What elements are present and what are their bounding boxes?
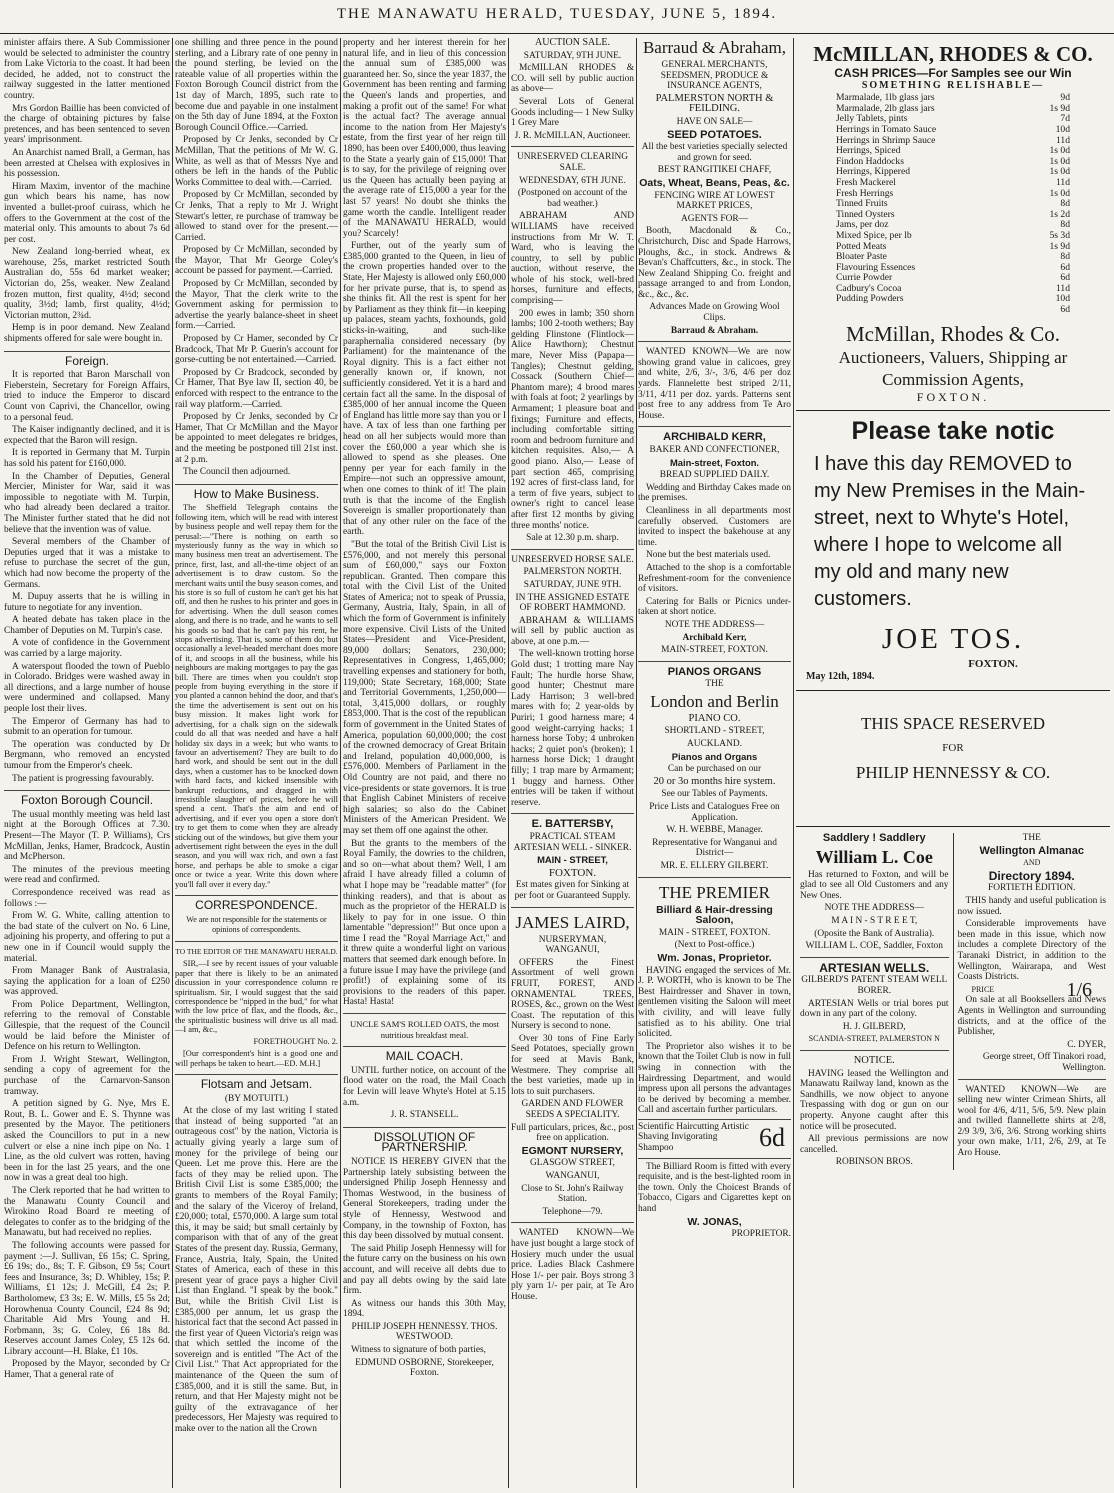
paragraph: Over 30 tons of Fine Early Seed Potatoes, specially grown for seed at Mavis Bank, Westmere. They comprise all the best varieties, made up in lots to suit purchasers. [511,1033,634,1097]
ad-rolled-oats: UNCLE SAM'S ROLLED OATS, the most nutritious breakfast meal. [349,1019,500,1040]
column-3 [343,38,506,1488]
ad-almanac-and: AND [1023,858,1041,868]
price-list [796,93,1110,315]
paragraph: The following accounts were passed for payment :—J. Sullivan, £6 15s; C. Spring, £6 19s; do., 8s; T. F. Gibson, £9 5s; Court fees and Insurance, 3s; D. Whibley, 15s; P. Williams, £1 12s; J. McGill, £4 2s; P. Bartholomew, £3 3s; E. W. Mills, £5 5s 2d; Horowhenua County Council, £24 8s 9d; Charitable Aid Mrs Young and H. Forbmann, 3s; G. Coley, £6 18s 8d. Reserves account James Coley, £5 12s 6d. Library account—H. Blake, £1 10s. [4,1240,170,1357]
price-item: Flavouring Essences [836,261,916,273]
paragraph: 200 ewes in lamb; 350 shorn lambs; 100 2-tooth wethers; Bay gelding Flinstone (Flintlock—Alice Hawthorn); Chestnut mare, Never Miss (Papapa—Tangles); Chestnut gelding, Cossack (Southern Chief—Phantom mare); 4 brood mares with foals at foot; 2 yearlings by Armament; 1 pleasure boat and fixings; Furniture and effects, including comfortable sitting room and bedroom furniture and kitchen requisites. Also,— A good piano. Also,— Lease of part section 465, comprising 192 acres of first-class land, for a term of five years, subject to owner's right to cancel lease after first 12 months by giving three months' notice. [511,308,634,531]
paragraph: None but the best materials used. [646,550,771,561]
paragraph: A vote of confidence in the Government was carried by a large majority. [4,638,170,660]
divider [800,1050,949,1051]
paragraph: But the grants to the members of the Royal Family, the dowries to the children, and so on—what about them? Well, I am afraid I have already filled a column of what I hope may be "readable matter" (for thinking readers), and that is about as much as the proprietor of the HERALD is likely to pay for in one issue. O thin lamentable "depression!" But once upon a time I read the "Royal Marriage Act," and it threw quite a wonderful light on various matters that seemed dark enough before. In a future issue I may have the privilege (and profit!) of explaining some of its provisions to the readers of this paper. Hasta! Hasta! [343,838,506,1008]
paragraph: From J. Wright Stewart, Wellington, sending a copy of agreement for the purchase of the Carnarvon-Sanson tramway. [4,1054,170,1097]
ad-firm-name: McMILLAN, RHODES & CO. [813,42,1093,66]
price-value: 1s 0d [1049,145,1070,157]
paragraph: The usual monthly meeting was held last night at the Borough Offices at 7.30. Present—The Mayor (T. P. Williams), Crs McMillan, Jenks, Hamer, Bradcock, Austin and McPherson. [4,809,170,863]
signature: PHILIP JOSEPH HENNESSY. THOS. WESTWOOD. [351,1321,498,1343]
divider [343,1013,506,1014]
price-item: Tinned Fruits [836,198,888,210]
ad-for: FOR [942,742,964,755]
ad-price-label: PRICE [971,984,995,994]
ad-town: FOXTON. [968,658,1018,671]
paragraph: A waterspout flooded the town of Pueblo in Colorado. Bridges were washed away in all directions, and a large number of house were undermined and collapsed. Many people lost their lives. [4,661,170,715]
ad-firm-name-2: McMillan, Rhodes & Co. [845,321,1061,346]
paragraph: McMILLAN RHODES & CO. will sell by public auction as above— [511,63,634,95]
paragraph: Proposed by Cr Bradcock, seconded by Cr Hamer, That Bye law II, section 40, be enforced with respect to the entrance to the rail way platform.—Carried. [175,367,338,410]
column-rule [636,38,637,1488]
section-heading: Flotsam and Jetsam. [175,1074,338,1090]
price-item: Herrings, Kippered [836,166,911,178]
price-value: 8d [1060,251,1070,263]
ad-directory: Directory 1894. [988,868,1075,883]
paragraph: Price Lists and Catalogues Free on Application. [649,802,780,823]
price-item: Marmalade, 2lb glass jars [836,102,935,114]
ad-street: GLASGOW STREET, [529,1158,616,1169]
ad-laird-name: JAMES LAIRD, [515,912,630,932]
byline: (BY MOTUITI.) [224,1093,289,1104]
paragraph: NOTICE IS HEREBY GIVEN that the Partnership lately subsisting between the undersigned Philip Joseph Hennessy and Thomas Westwood, in the business of General Storekeepers, trading under the style of Hennessy, Westwood and Company, in the township of Foxton, has this day been dissolved by mutual consent. [343,1156,506,1242]
ad-billiard: Billiard & Hair-dressing Saloon, [656,903,773,927]
ad-opposite: (Oposite the Bank of Australia). [814,928,935,939]
column-rule [793,38,794,1488]
ad-trade: BAKER AND CONFECTIONER, [649,445,780,455]
ad-saddlery: Saddlery ! Saddlery [822,832,926,845]
price-item: Fresh Mackerel [836,176,896,188]
divider [511,907,634,908]
price-value: 1s 0d [1049,187,1070,199]
ad-advances: Advances Made on Growing Wool Clips. [649,302,780,324]
paragraph: The Emperor of Germany has had to submit to an operation for tumour. [4,716,170,738]
price-item: Bloater Paste [836,251,887,263]
ad-date: May 12th, 1894. [806,670,875,682]
ad-lower-left [796,833,954,1170]
paragraph: Correspondence received was read as follows :— [4,887,170,909]
paragraph: Est mates given for Sinking at per foot or Guaranteed Supply. [514,880,631,901]
ad-address: George street, Off Tinakori road, Wellington. [982,1052,1106,1073]
paragraph: Mrs Gordon Baillie has been convicted of the charge of obtaining pictures by false pretences, and has been sentenced to seven years' imprisonment. [4,103,170,146]
paragraph: WANTED KNOWN—We are now showing grand value in calicoes, grey and white, 2/6, 3/-, 3/6, 4/6 per doz yards. Flannelette best striped 2/11, 3/11, 4/11 per doz. yards. Patterns sent post free to any address from Te Aro House. [638,347,791,421]
ad-sub: NURSERYMAN, WANGANUI, [538,934,607,956]
paragraph: All the best varieties specially selected and grown for seed. [641,142,788,163]
ad-note: NOTE THE ADDRESS— [664,619,765,630]
price-row [796,305,1110,316]
ad-hire: 20 or 3o months hire system. [653,775,776,787]
price-value: 1s 9d [1049,240,1070,252]
column-rule [172,38,173,1488]
price-value: 6d [1060,261,1070,273]
paragraph: THIS handy and useful publication is now issued. [957,896,1106,917]
section-heading: How to Make Business. [175,484,338,500]
ad-london-berlin: London and Berlin [650,691,779,711]
ad-services-box [638,1119,791,1159]
ad-coe-name: William L. Coe [815,846,933,867]
paragraph: It is reported in Germany that M. Turpin has sold his patent for £160,000. [4,448,170,469]
ad-bread: BREAD SUPPLIED DAILY. [659,470,770,481]
divider [511,146,634,147]
column-1 [4,38,170,1488]
ad-reserved-space [796,691,1110,827]
divider [511,549,634,550]
paragraph: The Billiard Room is fitted with every requisite, and is the best-lighted room in the town. Only the Choicest Brands of Tobacco, Cigars and Cigarettes kept on hand [638,1161,791,1215]
ad-note: (Postponed on account of the bad weather.) [517,188,628,209]
paragraph: Has returned to Foxton, and will be glad to see all Old Customers and any New Ones. [800,869,949,901]
letter-signature: FORETHOUGHT No. 2. [253,1036,338,1046]
ad-firm-name: Barraud & Abraham, [642,38,787,57]
paragraph: The patient is progressing favourably. [12,773,154,784]
ad-address: SCANDIA-STREET, PALMERSTON N [808,1034,940,1044]
price-row [796,231,1110,242]
ad-signature: ROBINSON BROS. [835,1157,913,1168]
ad-edition: FORTIETH EDITION. [988,883,1076,894]
ad-date: SATURDAY, JUNE 9TH. [523,579,622,590]
ad-piano-co: PIANO CO. [688,712,741,724]
paragraph: The Council then adjourned. [183,467,291,478]
ad-town: FOXTON. [548,866,597,879]
section-heading: Foreign. [4,351,170,367]
paragraph: It is reported that Baron Marschall von Fieberstein, Secretary for Foreign Affairs, tried to induce the Emperor to discard Count von Caprivi, the Chancellor, owing to a personal feud. [4,370,170,423]
ad-town: AUCKLAND. [687,739,742,750]
ad-auctioneers: Auctioneers, Valuers, Shipping ar [838,347,1068,367]
price-item [836,305,1060,316]
ad-heading: UNRESERVED HORSE SALE. [511,554,634,565]
paragraph: An Anarchist named Brall, a German, has been arrested at Chelsea with explosives in his possession. [4,147,170,180]
price-value: 11d [1055,134,1070,146]
paragraph: "But the total of the British Civil List is £576,000, and not merely this personal sum of £60,000," says our Foxton republican. Granted. Then compare this total with the Civil List of the United States of America; not to speak of Prussia, Germany, Austria, Italy, Spain, in all of which the form of Government is infinitely more expensive. Civil Lists of the United States—President and Vice-President, 89,000 dollars; Senators, 230,000; Representatives in Congress, 1,465,000; travelling expenses and stationery for both, 119,000; State Secretary, 168,000; State and Territorial Governments, 1,250,000—total, 3,415,000 dollars, or roughly £853,000. That is the cost of the republican form of government in the United States of America, population 60,000,000; the cost of the crowned democracy of Great Britain and Ireland, population 40,000,000, is £576,000. Members of Parliament in the Old Country are not paid, and there no vice-presidents or state governors. It is true that English Cabinet Ministers of receive high salaries; so also do the Cabinet Ministers of the American President. We may set them off one against the other. [343,539,506,836]
ad-street: MAIN - STREET, [537,854,608,866]
paragraph: Proposed by Cr Jenks, seconded by Cr Hamer, That Cr McMillan and the Mayor be appointed to meet delegates re bridges, and the meeting be postponed till 21st inst. at 2 p.m. [175,412,338,465]
paragraph: Proposed by Cr Hamer, seconded by Cr Bradcock, That Mr P. Guerin's account for gorse-cutting be not entertained.—Carried. [175,334,338,366]
price-value: 7d [1060,113,1070,125]
paragraph: ABRAHAM AND WILLIAMS have received instructions from Mr W. T. Ward, who is leaving the country, to sell by public auction, without reserve, the whole of his stock, well-bred horses, furniture and effects, comprising— [511,211,634,307]
divider [511,813,634,814]
ad-street: Main-street, Foxton. [669,456,760,468]
editor-note: [Our correspondent's hint is a good one and will perhaps be taken to heart.—ED. M.H.] [175,1049,338,1068]
price-value: 6d [1060,272,1070,284]
paragraph: The Sheffield Telegraph contains the following item, which will be read with interest by business people and well repay them for the perusal:—"There is nothing on earth so mysteriously funny as the way in which so many business men treat an advertisement. The prince, first, last, and all-the-time object of an advertisement is to draw custom. So the merchant waits until the busy season comes, and his store is so full of custom he can't get his hat off, and then he rushes to his printer and goes in for advertising. When the dull season comes along, and there is no trade, and he wants to sell his goods so bad that he can't pay his rent, he stops advertising. That is, some of them do; but occasionally a level-headed merchant does more of it, and scoops in all the business, while his neighbours are making mortgages to pay the gas bill. There are times when you couldn't stop people from buying everything in the store if you planted a cannon behind the door, and that's the time the advertisement is sent out on his busy mission. It makes light work for advertising, for a chalk sign on the sidewalk could do all that was needed and have a half holiday six days in a week; but who wants to favour an advertisement? They are built to do hard work, and should be sent out in the dull days, when a customer has to be knocked down with hard facts, and kicked insensible with bankrupt reductions, and dragged in with irresistible slaughter of prices, before he will spend a cent. That's the aim and end of advertising, and if ever you open a store don't try to get them to come when they are already sticking out of the windows, but give them your advertisement right between the eyes in the dull season, and you will wax rich, and own a fast horse, and perhaps be able to smoke a cigar once or twice a year. Write this down where you'll fall over it every day." [175,503,338,889]
ad-note: NOTE THE ADDRESS— [824,903,924,914]
ad-signature: WILLIAM L. COE, Saddler, Foxton [805,941,943,952]
paragraph: Cleanliness in all departments most carefully observed. Customers are invited to inspect the bakehouse at any time. [638,505,791,548]
ad-battersby-name: E. BATTERSBY, [531,818,614,831]
ad-price-row [958,978,1107,1001]
ad-signature: H. J. GILBERD, [842,1021,906,1032]
ad-signature: Barraud & Abraham. [670,325,759,336]
paragraph: Proposed by Cr Jenks, seconded by Cr McMillan, That the petitions of Mr W. G. White, as well as that of Messrs Nye and others be left in the hands of the Public Works Committee to deal with.—Carried. [175,135,338,188]
paragraph: minister affairs there. A Sub Commissioner would be selected to administer the country from Lake Victoria to the coast. It had been decided, he added, not to construct the railway suggested in the latter mentioned country. [4,38,170,101]
paragraph: WANTED KNOWN—We have just bought a large stock of Hosiery much under the usual price. Ladies Black Cashmere Hose 1/- per pair. Boys strong 3 ply yarn 1/- per pair, at Te Aro House. [511,1228,634,1302]
section-heading: Foxton Borough Council. [4,790,170,806]
ad-address: MAIN-STREET, FOXTON. [661,645,768,656]
paragraph: OFFERS the Finest Assortment of well grown FRUIT, FOREST, AND ORNAMENTAL TREES, ROSES, &c., grown on the West Coast. The reputation of this Nursery is second to none. [511,957,634,1032]
price-item: Herrings, Spiced [836,145,901,157]
signature: J. R. STANSELL. [390,1110,459,1121]
price-item: Fresh Herrings [836,187,894,199]
ad-commission: Commission Agents, [882,369,1024,389]
paragraph: M. Dupuy asserts that he is willing in future to negotiate for any invention. [4,592,170,613]
price-row [796,125,1110,136]
paragraph: The operation was conducted by Dr Bergmann, who removed an encysted tumour from the Emperor's cheek. [4,739,170,771]
ad-notice-text: I have this day REMOVED to my New Premises in the Main-street, next to Whyte's Hotel, where I hope to welcome all my old and many new customers. [814,453,1086,611]
price-item: Mixed Spice, per lb [836,229,912,241]
paragraph: property and her interest therein for her natural life, and in lieu of this concession the annual sum of £385,000 was guaranteed her. So, since the year 1837, the Government has been renting and farming the Queen's lands and properties, and making a profit out of the same! For what is the actual fact? The average annual income to the nation from Her Majesty's estate, from the first year of her reign till 1890, has been over £400,000, thus leaving to the State a yearly gain of £15,000! That is to say, for the privilege of reigning over us the Queen has actually been paying at the average rate of £15,000 a year for the last 57 years! No doubt she thinks the game worth the candle. Intelligent reader of the MANAWATU HERALD, would you? Scarcely! [343,38,506,239]
price-value: 11d [1055,176,1070,188]
paragraph: Several Lots of General Goods including— 1 New Sulky 1 Grey Mare [511,96,634,129]
ad-notice-heading: Please take notic [851,417,1055,446]
column-6 [796,38,1110,1488]
ad-signature: Archibald Kerr, [682,632,747,643]
ad-relishable: SOMETHING RELISHABLE— [861,79,1045,91]
paragraph: At the close of my last writing I stated that instead of being supported "at an outrageous cost" by the nation, Victoria is actually giving yearly a large sum of money for the privilege of being our Queen. Let me prove this. Here are the facts of they may be relied upon. The British Civil List is some £385,000; the grants to members of the Royal Family; and the salary of the Viceroy of Ireland, £20,000; total, £570,000. A large sum total this, it may be said; but small certainly by comparison with that of any of the great States of the present day. Russia, Germany, France, Austria, Italy, Spain, the United States of America, each of these in this present year of grace pays a higher Civil List than England. "I speak by the book." But, while the British Civil List is £385,000 per annum, let us grasp the historical fact that the second Act passed in the first year of Queen Victoria's reign was that which settled the income of the sovereign and is entitled "The Act of the Civil List." That Act appropriated for the maintenance of the Queen the sum of £385,000, and it is still the same. But, in return, and that Her Majesty might not be guilty of the extravagance of her predecessors, Her Majesty was required to make over to the nation all the Crown [175,1106,338,1435]
price-value: 1s 9d [1049,102,1070,114]
masthead: THE MANAWATU HERALD, TUESDAY, JUNE 5, 1894. [0,0,1114,34]
ad-almanac: Wellington Almanac [979,844,1084,857]
ad-heading: UNRESERVED CLEARING SALE. [517,152,628,173]
paragraph: Proposed by Cr McMillan, seconded by the Mayor, That the clerk write to the Government asking for permission to advertise the yearly balance-sheet in sheet form.—Carried. [175,279,338,332]
paragraph: The Proprietor also wishes it to be known that the Toilet Club is now in full swing in connection with the Hairdressing Department, and would impress upon all persons the advantages to be derived by becoming a member. Call and ascertain further particulars. [638,1041,791,1116]
paragraph: On sale at all Booksellers and News Agents in Wellington and surrounding districts, and at the office of the Publisher, [957,995,1106,1038]
paragraph: Proposed by Cr McMillan, seconded by Cr Jenks, That a reply to Mr J. Wright Stewart's letter, re purchase of tramway be allowed to stand over for the present.—Carried. [175,190,338,243]
price-value: 8d [1060,198,1070,210]
paragraph: Booth, Macdonald & Co., Christchurch, Disc and Spade Harrows, Ploughs, &c., in stock. Andrews & Bevan's Chaffcutters, &c., in stock. The New Zealand Shipping Co. freight and passage arranged to and from London, &c., &c., &c. [638,226,791,300]
ad-estate: IN THE ASSIGNED ESTATE OF ROBERT HAMMOND. [515,592,630,614]
ad-lower-right [954,833,1111,1170]
ad-date: SATURDAY, 9TH JUNE. [523,50,622,61]
ad-signature: W. JONAS, [687,1215,742,1228]
price-item: Findon Haddocks [836,155,904,167]
ad-label: HAVE ON SALE— [676,116,753,127]
paragraph: ABRAHAM & WILLIAMS will sell by public auction as above, at one p.m.— [511,615,634,647]
ad-artesian: ARTESIAN WELLS. [819,960,930,975]
divider [175,941,338,942]
paragraph: From Police Department, Wellington, referring to the removal of Constable Gillespie, that the request of the Council would be laid before the Minister of Defence on his return to Wellington. [4,999,170,1053]
paragraph: HAVING engaged the services of Mr. J. P. WORTH, who is known to be The Best Hairdresser and Shaver in town, gentlemen visiting the Saloon will meet with civility, and will leave fully satisfied as to his ability. One trial solicited. [638,965,791,1040]
paragraph: Can be purchased on our [667,764,762,775]
divider [800,957,949,958]
paragraph: The well-known trotting horse Gold dust; 1 trotting mare Nay Fault; The hurdle horse Shaw, good hunter; Chestnut mare Lady Harrison; 3 well-bred mares with fo; 2 year-olds by Puriri; 1 good harness mare; 4 good weight-carrying hacks; 1 harness horse Toby; 4 unbroken hacks; 2 quiet pon's (broken); 1 harness horse Dick; 1 draught filly; 1 trap mare by Armament; 1 buggy and harness. Other entries will be taken if without reserve. [511,649,634,808]
paragraph: Considerable improvements have been made in this issue, which now includes a complete Directory of the Taranaki District, in addition to the Wellington, Wairarapa, and West Coasts Districts. [957,919,1106,983]
paragraph: Catering for Balls or Picnics under-taken at short notice. [638,596,791,618]
ad-the: THE [705,679,724,690]
price-value: 10d [1055,293,1070,305]
ad-notice2-heading: NOTICE. [853,1054,895,1066]
ad-trade: PRACTICAL STEAM ARTESIAN WELL - SINKER. [513,831,632,853]
paragraph: WANTED KNOWN—We are selling new winter Crimean Shirts, all wool for 4/6, 4/11, 5/6, 5/9. New plain and twilled flannellette shirts at 2/8, 2/9 3/9, 3/6, 3/6. Strong working shirts your own make, 1/11, 2/6, 2/9, at Te Aro House. [957,1084,1106,1159]
divider [511,1222,634,1223]
ad-price-6d: 6d [759,1123,785,1153]
paragraph: The Kaiser indignantly declined, and it is expected that the Baron will resign. [4,425,170,446]
price-item: Marmalade, 1lb glass jars [836,92,935,104]
paragraph: The Clerk reported that he had written to the Manawatu County Council and Wirokino Road Board re meeting of delegates to confer as to the bridging of the Manawatu, but had received no replies. [4,1185,170,1239]
letter-header: TO THE EDITOR OF THE MANAWATU HERALD. [175,946,338,956]
divider [638,661,791,662]
price-value: 8d [1060,219,1070,231]
paragraph: From W. G. White, calling attention to the bad state of the culvert on No. 6 Line, adjoining his property, and offering to put a new one in if Council would supply the material. [4,911,170,964]
ad-price: 1/6 [1066,978,1092,1001]
price-row [796,178,1110,189]
price-item: Pudding Powders [836,293,904,305]
ad-manager: W. H. WEBBE, Manager. [666,825,763,836]
price-value: 9d [1060,92,1070,104]
ad-telephone: Telephone—79. [542,1206,603,1217]
paragraph: Several members of the Chamber of Deputies urged that it was a mistake to refuse to purchase the secret of the gun, which had now become the property of the Germans. [4,537,170,590]
ad-time: Sale at 12.30 p.m. sharp. [526,533,619,544]
ad-trade: GENERAL MERCHANTS, SEEDSMEN, PRODUCE & INSURANCE AGENTS, [660,60,769,92]
price-item: Currie Powder [836,272,893,284]
paragraph: See our Tables of Payments. [661,789,768,800]
ad-egmont: EGMONT NURSERY, [521,1144,624,1157]
ad-chaff: BEST RANGITIKEI CHAFF, [657,165,772,176]
price-item: Jelly Tablets, pints [836,113,908,125]
ad-mcmillan-rhodes [796,38,1110,411]
price-value: 6d [1060,304,1070,316]
price-item: Cadbury's Cocoa [836,282,902,294]
paragraph: one shilling and three pence in the pound sterling, and a Library rate of one penny in the pound sterling, be levied on the rateable value of all properties within the Foxton Borough Council district from the 1st day of March, 1895, such rate to become due and payable in one instalment on the 5th day of June 1894, at the Foxton Borough Council Office.—Carried. [175,38,338,133]
ad-fencing: FENCING WIRE AT LOWEST MARKET PRICES, [654,190,775,212]
column-4 [511,38,634,1488]
disclaimer: We are not responsible for the statements or opinions of correspondents. [186,914,327,935]
paragraph: Proposed by the Mayor, seconded by Cr Hamer, That a general rate of [4,1359,170,1381]
price-item: Jams, per doz [836,219,889,231]
paragraph: A petition signed by G. Nye, Mrs E. Rout, B. L. Gower and E. S. Thynne was presented by the Mayor. The petitioners asked the Councillors to put in a new culvert or else a nine inch pipe on No. 1 Line, as the old culvert was rotten, having been in for the last 25 years, and the one now in was a great deal too high. [4,1099,170,1184]
paragraph: The said Philip Joseph Hennessy will for the future carry on the business on his own account, and will receive all debts due to and pay all debts owing by the said late firm. [343,1243,506,1297]
paragraph: From Manager Bank of Australasia, saying the application for a loan of £250 was approved. [4,966,170,998]
ad-street: M A I N - S T R E E T, [831,916,918,926]
ad-address-note: (Next to Post-office.) [674,940,755,951]
ad-station: Close to St. John's Railway Station. [521,1183,624,1205]
paragraph: In the Chamber of Deputies, General Mercier, Minister for War, said it was impossible to negotiate with M. Turpin, who had already been declared a traitor. The Minister further stated that he did not believe that the invention was of value. [4,471,170,535]
ad-pianos: PIANOS ORGANS [667,665,762,678]
paragraph: Proposed by Cr McMillan, seconded by the Mayor, That Mr George Coley's account be passed for payment.—Carried. [175,245,338,277]
paragraph: As witness our hands this 30th May, 1894. [343,1298,506,1320]
column-2 [175,38,338,1488]
ad-town: WANGANUI, [545,1171,600,1181]
ad-kerr-name: ARCHIBALD KERR, [663,431,766,444]
ad-date: WEDNESDAY, 6TH JUNE. [519,175,626,186]
price-item: Potted Meats [836,240,887,252]
paragraph: ARTESIAN Wells or trial bores put down in any part of the colony. [800,998,949,1020]
ad-heading: AUCTION SALE. [535,38,610,48]
paragraph: Representative for Wanganui and District— [652,837,777,859]
price-value: 11d [1055,282,1070,294]
paragraph: The minutes of the previous meeting were read and confirmed. [4,864,170,886]
ad-gilberd-patent: GILBERD'S PATENT STEAM WELL BORER. [801,975,948,996]
ad-place: PALMERSTON NORTH. [523,567,622,578]
ad-joe-tos-name: JOE TOS. [881,623,1025,656]
ad-proprietor: Wm. Jonas, Proprietor. [657,951,772,964]
ad-reserved: THIS SPACE RESERVED [860,714,1046,734]
ad-hennessy: PHILIP HENNESSY & CO. [855,763,1051,783]
paragraph: Witness to signature of both parties, [351,1345,487,1356]
paragraph: Hiram Maxim, inventor of the machine gun which bears his name, has now invented a bullet-proof cuirass, which he offers to the Government at the cost of the material only. This amounts to about 7s 6d per cost. [4,181,170,245]
divider [638,341,791,342]
price-item: Tinned Oysters [836,208,895,220]
price-value: 5s 3d [1049,229,1070,241]
ad-joe-tos [796,411,1110,691]
column-rule [340,38,341,1488]
column-5 [638,38,791,1488]
paragraph: Full particulars, prices, &c., post free on application. [511,1122,634,1144]
price-item: Herrings in Shrimp Sauce [836,134,936,146]
ad-signature: C. DYER, [1067,1039,1106,1050]
price-item: Herrings in Tomato Sauce [836,123,937,135]
paragraph: Attached to the shop is a comfortable Refreshment-room for the convenience of visitors. [638,562,791,595]
divider [638,426,791,427]
ad-address: MAIN - STREET, FOXTON. [658,927,771,938]
paragraph: Wedding and Birthday Cakes made on the premises. [638,482,791,504]
ad-town: FOXTON. [916,389,990,404]
ad-label: AGENTS FOR— [681,213,748,224]
signature: J. R. McMILLAN, Auctioneer. [514,130,631,141]
price-value: 1s 2d [1049,208,1070,220]
ad-almanac-the: THE [1022,833,1041,844]
ad-premier: THE PREMIER [659,882,770,902]
ad-rep-name: MR. E. ELLERY GILBERT. [660,861,769,871]
ad-seed: SEED POTATOES. [667,128,762,141]
paragraph: Further, out of the yearly sum of £385,000 granted to the Queen, in lieu of the crown properties handed over to the State, Her Majesty is allowed only £60,000 for her private purse, that is, to spend as she thinks fit. All the rest is spent for her by Parliament as they think fit—in keeping up palaces, steam yachts, foxhounds, gold sticks-in-waiting, and such-like paraphernalia considered necessary (by Parliament) for the maintenance of the Royal dignity. This is a fact either not generally known or, if known, not sufficiently considered. Yet it is a hard and certain fact all the same. In the disposal of £385,000 of her annual income the Queen of England has little more say than you or I have. A tax of less than one farthing per head on all her subjects would more than cover the £60,000 a year which she is allowed to spend as she pleases. One penny per year for each family in the Empire—not such an oppressive amount, when one comes to think of it! The plain truth is that the income of the English Sovereign is smaller proportionately than that of any other ruler on the face of the earth. [343,241,506,538]
ad-lower-grid [796,833,1110,1170]
column-rule [508,38,509,1488]
price-value: 1s 0d [1049,155,1070,167]
letter-body: SIR,—I see by recent issues of your valuable paper that there is likely to be an animated discussion in your correspondence column re spiritualism. Sir, I would suggest that the said correspondence be "nipped in the bud," for what with the low price of flax, and the floods, &c., the spiritualistic business will drive us all mad.—I am, &c., [175,959,338,1035]
ad-po-heading: Pianos and Organs [671,750,758,762]
paragraph: All previous permissions are now cancelled. [800,1134,949,1155]
ad-proprietor-label: PROPRIETOR. [731,1229,791,1240]
section-heading: CORRESPONDENCE. [175,895,338,911]
divider [958,1079,1107,1080]
ad-street: SHORTLAND - STREET, [664,726,765,737]
paragraph: HAVING leased the Wellington and Manawatu Railway land, known as the Sandhills, we now object to anyone Trespassing with dog or gun on our property. Anyone caught after this notice will be prosecuted. [800,1068,949,1132]
paragraph: A heated debate has taken place in the Chamber of Deputies on M. Turpin's case. [4,615,170,636]
paragraph: UNTIL further notice, on account of the flood water on the road, the Mail Coach for Levin will leave Whyte's Hotel at 5.15 a.m. [343,1065,506,1108]
ad-services: Scientific Haircutting Artistic Shaving Invigorating Shampoo [638,1121,749,1154]
section-heading: MAIL COACH. [343,1046,506,1062]
ad-oats: Oats, Wheat, Beans, Peas, &c. [639,176,790,189]
ad-town: PALMERSTON NORTH & FEILDING. [655,92,774,115]
price-value: 10d [1055,123,1070,135]
paragraph: New Zealand long-berried wheat, ex warehouse, 25s, market restricted South Australian do, 55s 6d market weaker; Victorian do, 25s, weaker. New Zealand frozen mutton, first quality, 4½d; second quality, 3½d; lamb, first quality, 4½d; Victorian mutton, 2¾d. [4,247,170,321]
signature: EDMUND OSBORNE, Storekeeper, Foxton. [355,1357,494,1379]
divider [638,877,791,878]
ad-cash-prices: CASH PRICES—For Samples see our Win [834,66,1072,80]
paragraph: Hemp is in poor demand. New Zealand shipments offered for sale were bought in. [4,323,170,345]
ad-seeds: GARDEN AND FLOWER SEEDS A SPECIALITY. [521,1099,624,1121]
price-value: 1s 0d [1049,166,1070,178]
section-heading: DISSOLUTION OF PARTNERSHIP. [343,1127,506,1153]
